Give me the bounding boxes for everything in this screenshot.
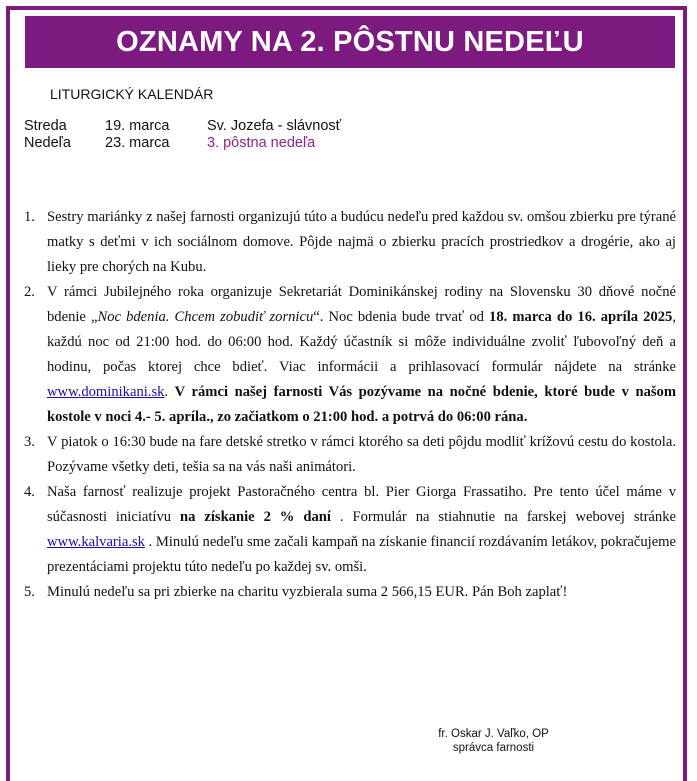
announcement-item [20,430,676,480]
page-title: OZNAMY NA 2. PÔSTNU NEDEĽU [25,16,675,68]
item-number: 3. [24,434,35,450]
calendar-day: Nedeľa [24,135,71,151]
invitation-text: V rámci našej farnosti Vás pozývame na nočné bdenie, ktoré bude v našom kostole v noci 4.- 5. apríla., zo začiatkom o 21:00 hod. a potrvá do 06:00 rána. [47,384,677,425]
item-number: 5. [24,584,35,600]
kalvaria-link[interactable]: www.kalvaria.sk [47,534,145,550]
item-text: V rámci Jubilejného roka organizuje Sekretariát Dominikánskej rodiny na Slovensku 30 dňové nočné bdenie „ [47,284,676,325]
item-text: V piatok o 16:30 bude na fare detské stretko v rámci ktorého sa deti pôjdu modliť krížovú cestu do kostola. Pozývame všetky deti, tešia sa na vás naši animátori. [47,434,676,475]
announcement-item [20,280,676,430]
date-range: 18. marca do 16. apríla 2025 [489,309,673,325]
signature-name: fr. Oskar J. Vaľko, OP [438,728,549,740]
signature [421,727,566,755]
item-number: 2. [24,284,35,300]
item-text: “. Noc bdenia bude trvať od [313,309,490,325]
item-text: Naša farnosť realizuje projekt Pastoračného centra bl. Pier Giorga Frassatiho. Pre tento účel máme v súčasnosti iniciatívu [47,484,676,525]
calendar-day: Streda [24,118,67,134]
tax-emphasis: na získanie 2 % daní [180,509,331,525]
item-text: . Formulár na stiahnutie na farskej webovej stránke [330,509,676,525]
item-text: . Minulú nedeľu sme začali kampaň na získanie financií rozdávaním letákov, pokračujeme prezentáciami projektu túto nedeľu po každej sv. omši. [47,534,676,575]
announcement-list [20,205,676,605]
calendar-date: 19. marca [105,118,170,134]
calendar-event: 3. pôstna nedeľa [207,135,316,151]
dominikani-link[interactable]: www.dominikani.sk [47,384,165,400]
announcement-item [20,480,676,580]
item-text: , každú noc od 21:00 hod. do 06:00 hod. Každý účastník si môže individuálne zvoliť ľubovoľný deň a hodinu, počas ktorej chce bdieť. Viac informácii a prihlasovací formulár nájdete na stránke [47,309,676,375]
calendar-date: 23. marca [105,135,170,151]
calendar-title: LITURGICKÝ KALENDÁR [50,86,214,102]
announcement-item [20,205,676,280]
calendar-event: Sv. Jozefa - slávnosť [207,118,342,134]
item-text: Minulú nedeľu sa pri zbierke na charitu vyzbierala suma 2 566,15 EUR. Pán Boh zaplať! [47,584,568,600]
item-number: 1. [24,209,35,225]
event-name: Noc bdenia. Chcem zobudiť zornicu [97,309,314,325]
item-text: . [164,384,175,400]
item-number: 4. [24,484,35,500]
announcement-item [20,580,676,605]
item-text: Sestry mariánky z našej farnosti organizujú túto a budúcu nedeľu pred každou sv. omšou zbierku pre týrané matky s deťmi v ich sociálnom domove. Pôjde najmä o zbierku pracích prostriedkov a drogérie, ako aj lieky pre chorých na Kubu. [47,209,676,275]
signature-role: správca farnosti [452,742,535,754]
